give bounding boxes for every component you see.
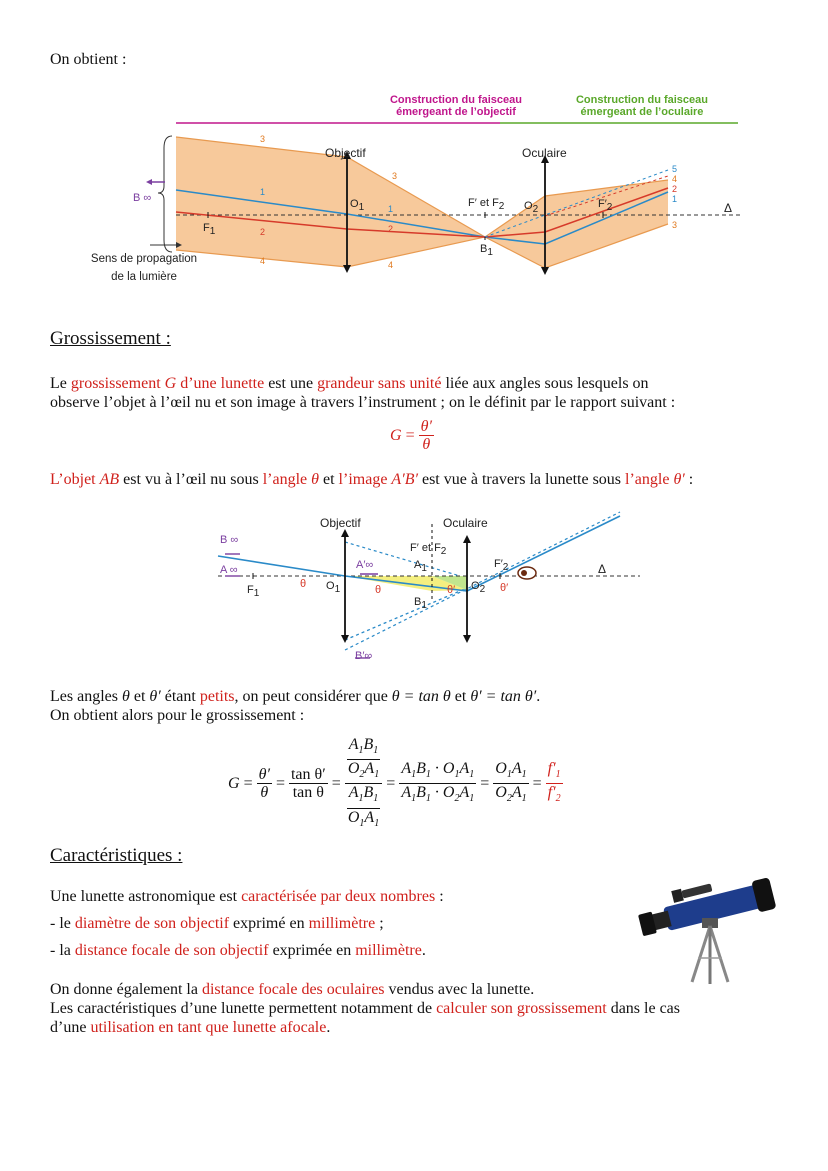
paragraph-carac-6: d’une utilisation en tant que lunette afocale. bbox=[50, 1019, 331, 1036]
label-f2p-2: $F'_2$ bbox=[494, 558, 509, 574]
paragraph-carac-1: Une lunette astronomique est caractérisée par deux nombres : bbox=[50, 888, 444, 905]
label-a1: $A_1$ bbox=[414, 559, 427, 575]
label-f1-2: $F_1$ bbox=[247, 584, 260, 600]
paragraph-definition-line2: observe l’objet à l’œil nu et son image à travers l’instrument ; on le définit par le rapport suivant : bbox=[50, 394, 676, 411]
label-a-inf: A ∞ bbox=[220, 564, 238, 576]
ray-num: 2 bbox=[672, 184, 678, 194]
paragraph-carac-4: On donne également la distance focale des oculaires vendus avec la lunette. bbox=[50, 981, 535, 998]
label-f2p: $F'_2$ bbox=[598, 198, 613, 214]
label-o2-2: $O_2$ bbox=[471, 580, 486, 596]
ray-num: 1 bbox=[388, 204, 394, 214]
paragraph-angles: L’objet AB est vu à l’œil nu sous l’angle θ et l’image A′B′ est vue à travers la lunette sous l’angle θ′ : bbox=[50, 471, 694, 488]
header-objectif-construction: Construction du faisceau émergeant de l’objectif bbox=[389, 94, 523, 118]
paragraph-carac-2: - le diamètre de son objectif exprimé en millimètre ; bbox=[50, 915, 384, 932]
ray-num: 4 bbox=[388, 260, 394, 270]
label-f1: $F_1$ bbox=[203, 222, 216, 238]
paragraph-alors: On obtient alors pour le grossissement : bbox=[50, 707, 305, 724]
ray-num: 1 bbox=[260, 187, 266, 197]
ray-num: 3 bbox=[392, 171, 398, 181]
label-objectif-2: Objectif bbox=[320, 516, 361, 530]
ray-num: 4 bbox=[260, 256, 266, 266]
telescope-illustration bbox=[636, 866, 780, 984]
label-oculaire: Oculaire bbox=[522, 146, 567, 160]
label-theta-2: θ bbox=[375, 584, 382, 596]
ray-num: 3 bbox=[672, 220, 678, 230]
label-o1-2: $O_1$ bbox=[326, 580, 341, 596]
paragraph-carac-5: Les caractéristiques d’une lunette permettent notamment de calculer son grossissement dans le cas bbox=[50, 1000, 681, 1017]
beam-brace bbox=[158, 136, 172, 252]
label-delta-2: Δ bbox=[598, 562, 607, 576]
label-o1: $O_1$ bbox=[350, 198, 365, 214]
section-title-grossissement: Grossissement : bbox=[50, 328, 171, 349]
label-o2: $O_2$ bbox=[524, 200, 539, 216]
label-delta: Δ bbox=[724, 201, 733, 215]
label-f1p-f2: F′ et $F_2$ bbox=[468, 197, 505, 213]
label-f1p-f2-2: F′ et $F_2$ bbox=[410, 542, 447, 558]
paragraph-carac-3: - la distance focale de son objectif exprimée en millimètre. bbox=[50, 942, 426, 959]
ray-num: 4 bbox=[672, 174, 678, 184]
paragraph-definition-line1: Le grossissement G d’une lunette est une grandeur sans unité liée aux angles sous lesquels on bbox=[50, 375, 649, 392]
diagram-angles bbox=[0, 510, 828, 670]
label-b1-2: $B_1$ bbox=[414, 596, 427, 612]
label-theta-prime-2: θ′ bbox=[500, 582, 509, 594]
header-oculaire-construction: Construction du faisceau émergeant de l’oculaire bbox=[575, 94, 709, 118]
label-sens-propagation: Sens de propagation de la lumière bbox=[90, 253, 198, 283]
label-objectif: Objectif bbox=[325, 146, 366, 160]
ray-num: 3 bbox=[260, 134, 266, 144]
section-title-caracteristiques: Caractéristiques : bbox=[50, 845, 183, 866]
ray-num: 5 bbox=[672, 164, 678, 174]
diagram-lunette-faisceaux bbox=[0, 88, 828, 298]
label-b-inf-2: B ∞ bbox=[220, 534, 239, 546]
label-theta-prime: θ′ bbox=[447, 584, 456, 596]
paragraph-small-angles: Les angles θ et θ′ étant petits, on peut considérer que θ = tan θ et θ′ = tan θ′. bbox=[50, 688, 541, 705]
ray-num: 2 bbox=[260, 227, 266, 237]
formula-grossissement: G = $\frac{\theta'}{\theta}$ bbox=[390, 418, 432, 453]
intro-text: On obtient : bbox=[50, 51, 127, 68]
diagram2-svg bbox=[0, 510, 828, 670]
formula-grossissement-developpee: G = $\frac{\theta'}{\theta}$ = $\frac{\text{tan θ′}}{\text{tan θ}}$ = $A_1B_1$ $O_2A_1$ $A_1B_1$ $O_1A_1$ = $\frac{A_1B_1 \cdot O_1A_1}{A_1B_1 \cdot O_2A_1}$ = $\frac{O_1A_1}{O_2A_1}$ = $\frac{f'_1}{f'_2}$ bbox=[228, 736, 561, 829]
label-b1: $B_1$ bbox=[480, 243, 493, 259]
label-b-prime-inf: B′∞ bbox=[355, 650, 373, 662]
label-oculaire-2: Oculaire bbox=[443, 516, 488, 530]
label-a-prime-inf: A′∞ bbox=[356, 559, 374, 571]
label-theta: θ bbox=[300, 578, 307, 590]
ray-emergent bbox=[467, 516, 620, 591]
beam-oculaire bbox=[485, 180, 668, 268]
ray-num: 2 bbox=[388, 224, 394, 234]
ray-num: 1 bbox=[672, 194, 678, 204]
label-b-inf: B ∞ bbox=[133, 192, 152, 204]
